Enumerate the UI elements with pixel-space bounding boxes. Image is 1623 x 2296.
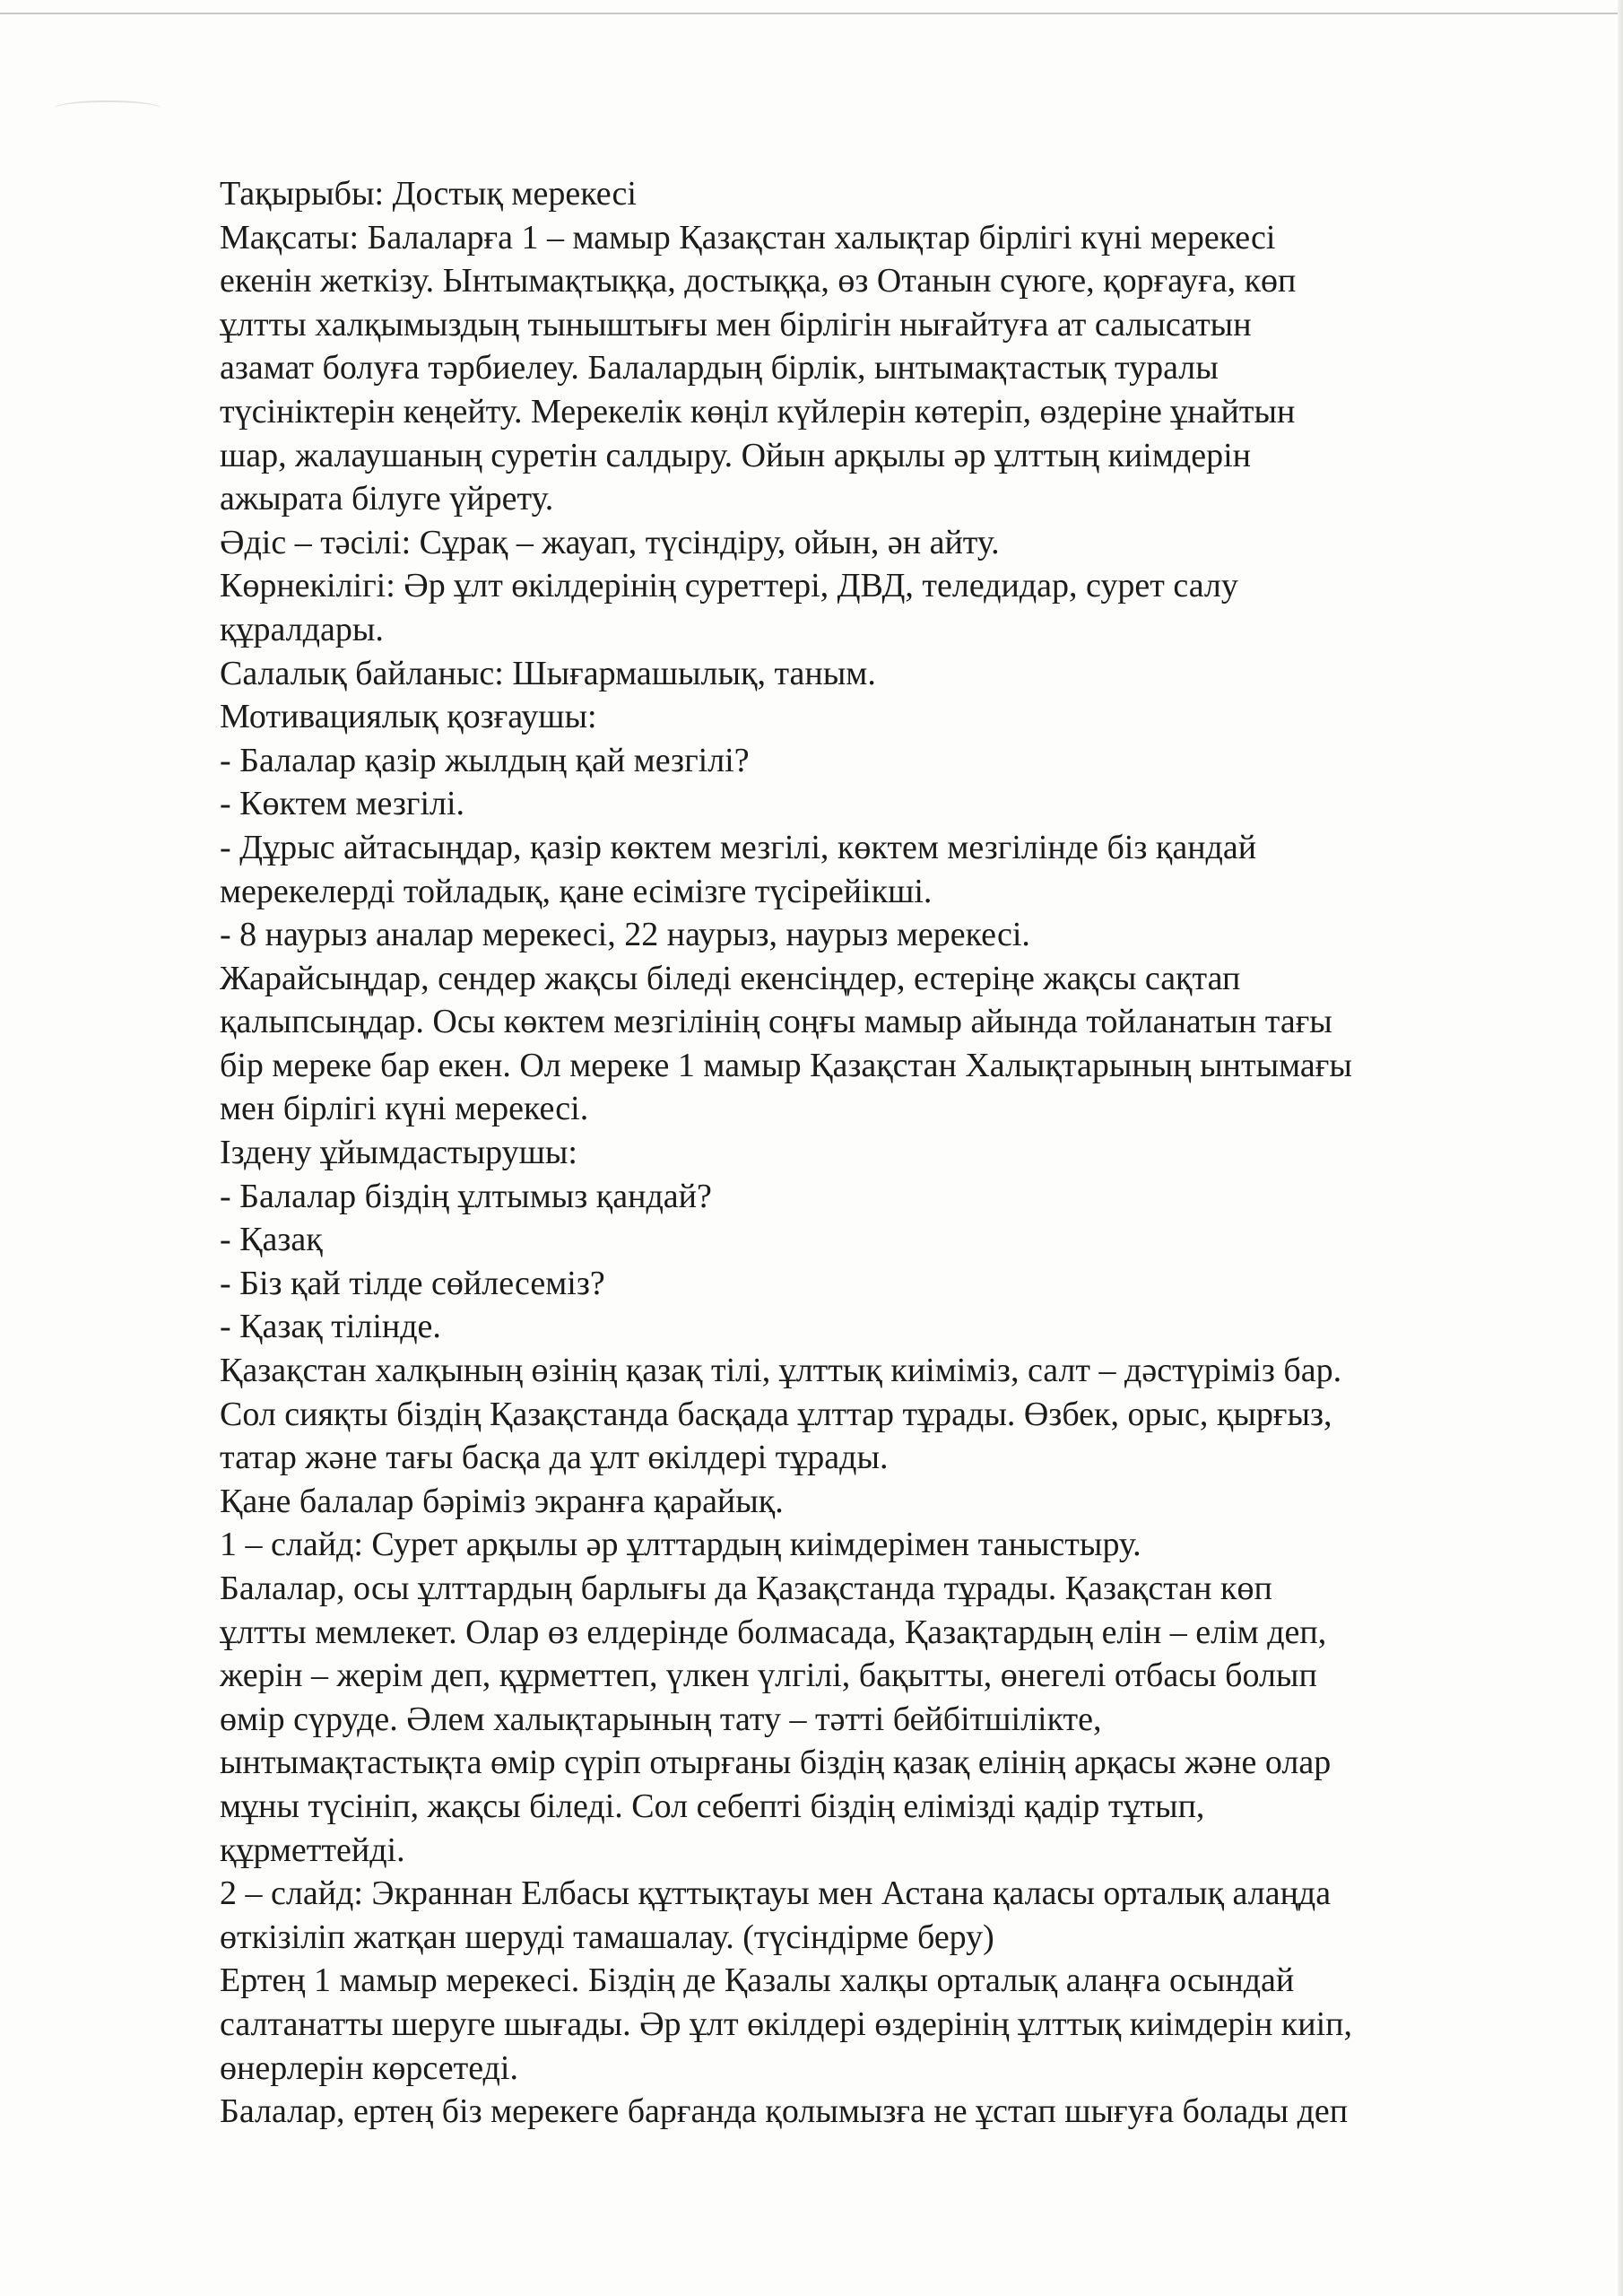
text-line: екенін жеткізу. Ынтымақтыққа, достыққа, өз Отанын сүюге, қорғауға, көп <box>220 262 1297 300</box>
text-line: ажырата білуге үйрету. <box>220 480 554 518</box>
text-line: азамат болуға тәрбиелеу. Балалардың бірлік, ынтымақтастық туралы <box>220 349 1219 387</box>
text-line: қалыпсыңдар. Осы көктем мезгілінің соңғы мамыр айында тойланатын тағы <box>220 1003 1332 1041</box>
text-line: құрметтейді. <box>220 1831 405 1869</box>
text-line: - Дұрыс айтасыңдар, қазір көктем мезгілі, көктем мезгілінде біз қандай <box>220 828 1257 866</box>
text-line: құралдары. <box>220 610 384 648</box>
text-line: Салалық байланыс: Шығармашылық, таным. <box>220 654 876 692</box>
text-line: Балалар, ертең біз мерекеге барғанда қолымызға не ұстап шығуға болады деп <box>220 2092 1349 2131</box>
text-line: ынтымақтастықта өмір сүріп отырғаны біздің қазақ елінің арқасы және олар <box>220 1744 1332 1782</box>
text-line: - Біз қай тілде сөйлесеміз? <box>220 1264 605 1302</box>
text-line: - Балалар біздің ұлтымыз қандай? <box>220 1177 712 1215</box>
text-line: - Көктем мезгілі. <box>220 785 465 823</box>
doc-title-line: Тақырыбы: Достық мерекесі <box>220 175 637 213</box>
text-line: өнерлерін көрсетеді. <box>220 2048 518 2087</box>
text-line: жерін – жерім деп, құрметтеп, үлкен үлгілі, бақытты, өнегелі отбасы болып <box>220 1657 1317 1695</box>
text-line: 1 – слайд: Сурет арқылы әр ұлттардың киімдерімен таныстыру. <box>220 1526 1141 1564</box>
text-line: Қане балалар бәріміз экранға қарайық. <box>220 1482 784 1520</box>
text-line: шар, жалаушаның суретін салдыру. Ойын арқылы әр ұлттың киімдерін <box>220 436 1252 474</box>
scan-smudge <box>54 100 161 117</box>
text-line: Жарайсыңдар, сендер жақсы біледі екенсіңдер, естеріңе жақсы сақтап <box>220 959 1241 997</box>
text-line: Іздену ұйымдастырушы: <box>220 1134 577 1172</box>
text-line: Балалар, осы ұлттардың барлығы да Қазақстанда тұрады. Қазақстан көп <box>220 1570 1272 1607</box>
text-line: 2 – слайд: Экраннан Елбасы құттықтауы мен Астана қаласы орталық алаңда <box>220 1874 1332 1913</box>
text-line: ұлтты мемлекет. Олар өз елдерінде болмасада, Қазақтардың елін – елім деп, <box>220 1613 1327 1651</box>
text-line: - 8 наурыз аналар мерекесі, 22 наурыз, наурыз мерекесі. <box>220 916 1030 954</box>
text-line: ұлтты халқымыздың тыныштығы мен бірлігін нығайтуға ат салысатын <box>220 305 1252 344</box>
text-line: өмір сүруде. Әлем халықтарының тату – тәтті бейбітшілікте, <box>220 1700 1102 1738</box>
scan-edge-line <box>0 13 1623 14</box>
text-line: мен бірлігі күні мерекесі. <box>220 1090 589 1128</box>
scan-right-shadow <box>1618 0 1623 2296</box>
text-line: татар және тағы басқа да ұлт өкілдері тұрады. <box>220 1439 889 1477</box>
text-line: Қазақстан халқының өзінің қазақ тілі, ұлттық киіміміз, салт – дәстүріміз бар. <box>220 1352 1342 1390</box>
text-line: Мотивациялық қозғаушы: <box>220 698 597 736</box>
text-line: мерекелерді тойладық, қане есімізге түсірейікші. <box>220 872 933 910</box>
text-line: - Қазақ <box>220 1221 323 1259</box>
text-line: Әдіс – тәсілі: Сұрақ – жауап, түсіндіру, ойын, ән айту. <box>220 523 1000 561</box>
text-line: салтанатты шеруге шығады. Әр ұлт өкілдері өздерінің ұлттық киімдерін киіп, <box>220 2005 1352 2043</box>
text-line: - Балалар қазір жылдың қай мезгілі? <box>220 741 750 779</box>
text-line: - Қазақ тілінде. <box>220 1308 441 1346</box>
text-line: Сол сияқты біздің Қазақстанда басқада ұлттар тұрады. Өзбек, орыс, қырғыз, <box>220 1395 1332 1433</box>
text-line: Ертең 1 мамыр мерекесі. Біздің де Қазалы халқы орталық алаңға осындай <box>220 1961 1295 2000</box>
document-body <box>220 172 1511 2134</box>
text-line: Мақсаты: Балаларға 1 – мамыр Қазақстан халықтар бірлігі күні мерекесі <box>220 218 1276 257</box>
text-line: өткізіліп жатқан шеруді тамашалау. (түсіндірме беру) <box>220 1918 994 1956</box>
text-line: мұны түсініп, жақсы біледі. Сол себепті біздің елімізді қадір тұтып, <box>220 1787 1205 1825</box>
text-line: бір мереке бар екен. Ол мереке 1 мамыр Қазақстан Халықтарының ынтымағы <box>220 1046 1352 1084</box>
text-line: түсініктерін кеңейту. Мерекелік көңіл күйлерін көтеріп, өздеріне ұнайтын <box>220 392 1296 430</box>
text-line: Көрнекілігі: Әр ұлт өкілдерінің суреттері, ДВД, теледидар, сурет салу <box>220 567 1238 605</box>
